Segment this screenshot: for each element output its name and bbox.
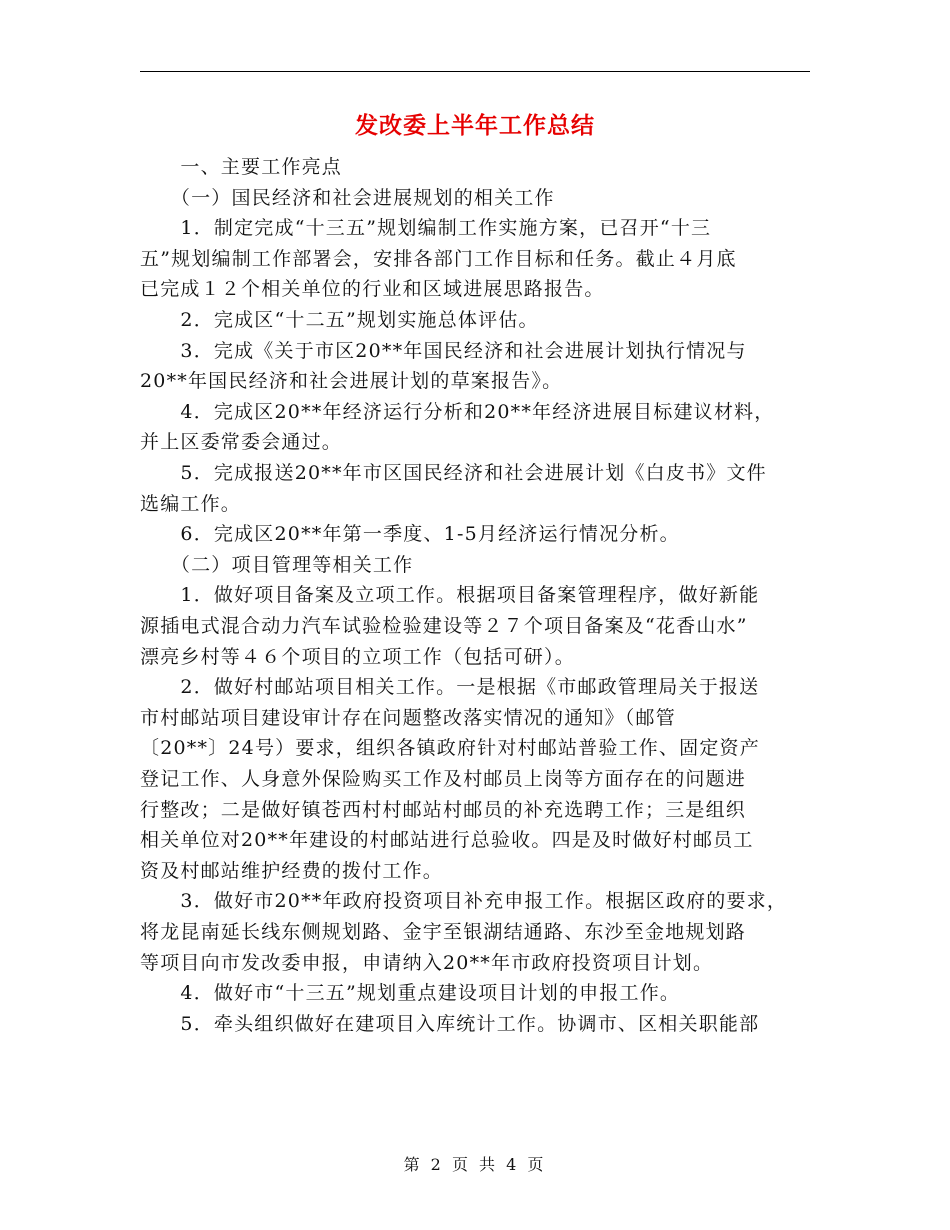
body-line: 已完成１２个相关单位的行业和区域进展思路报告。 bbox=[140, 278, 605, 301]
body-line: 相关单位对20**年建设的村邮站进行总验收。四是及时做好村邮员工 bbox=[140, 829, 754, 852]
body-line: 并上区委常委会通过。 bbox=[140, 431, 343, 454]
body-line: 将龙昆南延长线东侧规划路、金宇至银湖结通路、东沙至金地规划路 bbox=[140, 921, 747, 943]
body-line: 20**年国民经济和社会进展计划的草案报告》。 bbox=[140, 370, 563, 393]
body-line: 4．完成区20**年经济运行分析和20**年经济进展目标建议材料， bbox=[140, 400, 775, 423]
body-line: 3．做好市20**年政府投资项目补充申报工作。根据区政府的要求， bbox=[140, 890, 788, 913]
header-rule bbox=[140, 71, 810, 72]
body-line: 5．牵头组织做好在建项目入库统计工作。协调市、区相关职能部 bbox=[140, 1012, 760, 1035]
body-line: 登记工作、人身意外保险购买工作及村邮员上岗等方面存在的问题进 bbox=[140, 768, 747, 790]
body-line: 一、主要工作亮点 bbox=[140, 156, 343, 178]
body-line: 选编工作。 bbox=[140, 492, 242, 515]
body-line: 6．完成区20**年第一季度、1-5月经济运行情况分析。 bbox=[140, 523, 680, 546]
body-line: 2．完成区“十二五”规划实施总体评估。 bbox=[140, 309, 539, 331]
body-line: 五”规划编制工作部署会，安排各部门工作目标和任务。截止４月底 bbox=[140, 247, 737, 270]
body-line: 漂亮乡村等４６个项目的立项工作（包括可研）。 bbox=[140, 645, 575, 668]
body-line: 1．制定完成“十三五”规划编制工作实施方案，已召开“十三 bbox=[140, 217, 712, 240]
body-line: 5．完成报送20**年市区国民经济和社会进展计划《白皮书》文件 bbox=[140, 462, 767, 484]
body-line: 源插电式混合动力汽车试验检验建设等２７个项目备案及“花香山水” bbox=[140, 615, 748, 637]
body-line: （二）项目管理等相关工作 bbox=[140, 553, 414, 576]
body-line: 1．做好项目备案及立项工作。根据项目备案管理程序，做好新能 bbox=[140, 584, 760, 607]
body-line: 市村邮站项目建设审计存在问题整改落实情况的通知》（邮管 bbox=[140, 706, 676, 729]
document-title: 发改委上半年工作总结 bbox=[355, 112, 595, 139]
body-line: 〔20**〕24号）要求，组织各镇政府针对村邮站普验工作、固定资产 bbox=[140, 737, 760, 760]
body-line: 行整改；二是做好镇苍西村村邮站村邮员的补充选聘工作；三是组织 bbox=[140, 798, 747, 821]
body-line: 资及村邮站维护经费的拨付工作。 bbox=[140, 859, 444, 882]
body-line: 2．做好村邮站项目相关工作。一是根据《市邮政管理局关于报送 bbox=[140, 676, 760, 699]
page-footer: 第 2 页 共 4 页 bbox=[403, 1155, 547, 1174]
body-line: 等项目向市发改委申报，申请纳入20**年市政府投资项目计划。 bbox=[140, 951, 714, 974]
body-line: （一）国民经济和社会进展规划的相关工作 bbox=[140, 186, 555, 209]
body-line: 4．做好市“十三五”规划重点建设项目计划的申报工作。 bbox=[140, 982, 681, 1005]
body-line: 3．完成《关于市区20**年国民经济和社会进展计划执行情况与 bbox=[140, 339, 747, 362]
